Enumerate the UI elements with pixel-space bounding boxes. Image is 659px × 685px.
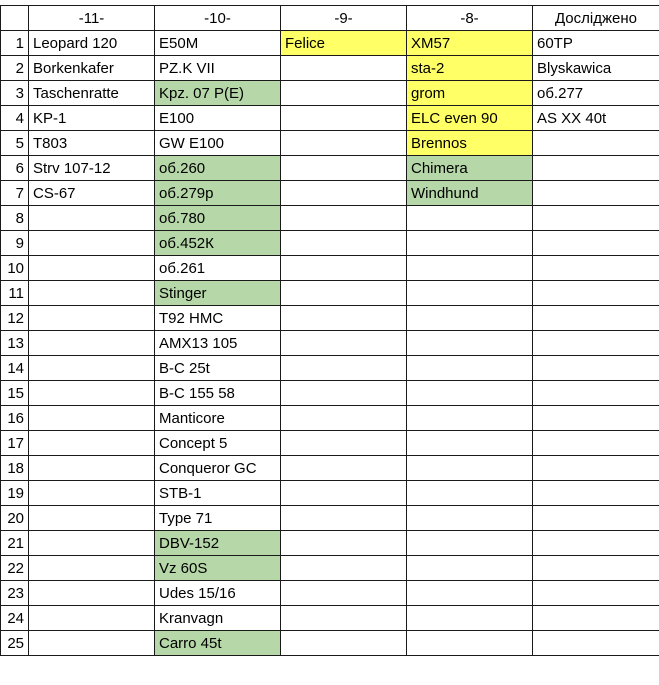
corner-cell[interactable] <box>1 6 29 31</box>
table-row <box>1 331 659 356</box>
grid-cell[interactable]: Kranvagn <box>155 606 281 631</box>
table-row <box>1 56 659 81</box>
row-number[interactable]: 8 <box>1 206 29 231</box>
grid-cell[interactable] <box>533 206 659 231</box>
grid-cell[interactable] <box>407 556 533 581</box>
grid-cell[interactable] <box>281 506 407 531</box>
grid-cell[interactable]: Windhund <box>407 181 533 206</box>
grid-cell[interactable]: Taschenratte <box>29 81 155 106</box>
grid-cell[interactable]: об.260 <box>155 156 281 181</box>
grid-cell[interactable] <box>533 231 659 256</box>
grid-cell[interactable] <box>29 506 155 531</box>
table-row <box>1 81 659 106</box>
table-row <box>1 506 659 531</box>
row-number[interactable]: 25 <box>1 631 29 656</box>
grid-cell[interactable] <box>407 606 533 631</box>
grid-cell[interactable]: об.279р <box>155 181 281 206</box>
grid-cell[interactable] <box>533 456 659 481</box>
grid-cell[interactable]: Manticore <box>155 406 281 431</box>
grid-cell[interactable]: grom <box>407 81 533 106</box>
grid-cell[interactable] <box>29 306 155 331</box>
grid-cell[interactable] <box>29 431 155 456</box>
grid-cell[interactable] <box>281 606 407 631</box>
grid-cell[interactable] <box>29 406 155 431</box>
grid-cell[interactable] <box>533 481 659 506</box>
grid-cell[interactable] <box>407 331 533 356</box>
row-number[interactable]: 14 <box>1 356 29 381</box>
grid-cell[interactable] <box>281 256 407 281</box>
grid-cell[interactable] <box>407 306 533 331</box>
grid-cell[interactable]: Blyskawica <box>533 56 659 81</box>
grid-cell[interactable]: ELC even 90 <box>407 106 533 131</box>
grid-cell[interactable]: Borkenkafer <box>29 56 155 81</box>
row-number[interactable]: 5 <box>1 131 29 156</box>
grid-cell[interactable] <box>407 431 533 456</box>
grid-cell[interactable]: B-C 155 58 <box>155 381 281 406</box>
grid-cell[interactable] <box>533 631 659 656</box>
grid-cell[interactable]: STB-1 <box>155 481 281 506</box>
row-number[interactable]: 3 <box>1 81 29 106</box>
grid-cell[interactable] <box>281 331 407 356</box>
grid-cell[interactable] <box>281 231 407 256</box>
row-number[interactable]: 1 <box>1 31 29 56</box>
grid-cell[interactable]: sta-2 <box>407 56 533 81</box>
row-number[interactable]: 12 <box>1 306 29 331</box>
column-header[interactable]: -8- <box>407 6 533 31</box>
grid-cell[interactable] <box>29 356 155 381</box>
grid-cell[interactable] <box>407 256 533 281</box>
column-header[interactable]: -10- <box>155 6 281 31</box>
grid-cell[interactable] <box>281 306 407 331</box>
grid-cell[interactable] <box>533 256 659 281</box>
grid-cell[interactable] <box>281 181 407 206</box>
row-number[interactable]: 20 <box>1 506 29 531</box>
grid-cell[interactable]: 60TP <box>533 31 659 56</box>
table-row <box>1 556 659 581</box>
grid-cell[interactable] <box>281 81 407 106</box>
grid-cell[interactable] <box>281 206 407 231</box>
table-row <box>1 481 659 506</box>
grid-cell[interactable]: Leopard 120 <box>29 31 155 56</box>
row-number[interactable]: 15 <box>1 381 29 406</box>
grid-cell[interactable] <box>407 456 533 481</box>
grid-cell[interactable] <box>533 606 659 631</box>
grid-cell[interactable] <box>281 406 407 431</box>
table-row <box>1 406 659 431</box>
row-number[interactable]: 7 <box>1 181 29 206</box>
grid-cell[interactable]: Kpz. 07 P(E) <box>155 81 281 106</box>
grid-cell[interactable]: Concept 5 <box>155 431 281 456</box>
grid-cell[interactable] <box>407 531 533 556</box>
grid-cell[interactable] <box>281 631 407 656</box>
grid-cell[interactable] <box>281 156 407 181</box>
table-row <box>1 206 659 231</box>
grid-cell[interactable] <box>533 306 659 331</box>
table-row <box>1 106 659 131</box>
spreadsheet-grid <box>0 5 659 656</box>
table-row <box>1 431 659 456</box>
row-number[interactable]: 10 <box>1 256 29 281</box>
table-row <box>1 31 659 56</box>
grid-cell[interactable] <box>533 381 659 406</box>
grid-cell[interactable] <box>407 381 533 406</box>
row-number[interactable]: 24 <box>1 606 29 631</box>
row-number[interactable]: 4 <box>1 106 29 131</box>
table-row <box>1 156 659 181</box>
grid-cell[interactable] <box>533 156 659 181</box>
grid-cell[interactable] <box>281 481 407 506</box>
grid-cell[interactable]: E50M <box>155 31 281 56</box>
grid-cell[interactable] <box>29 281 155 306</box>
row-number[interactable]: 22 <box>1 556 29 581</box>
grid-cell[interactable]: Udes 15/16 <box>155 581 281 606</box>
column-header[interactable]: -11- <box>29 6 155 31</box>
table-row <box>1 456 659 481</box>
grid-cell[interactable]: Vz 60S <box>155 556 281 581</box>
grid-cell[interactable] <box>281 281 407 306</box>
grid-cell[interactable] <box>281 356 407 381</box>
table-row <box>1 631 659 656</box>
grid-cell[interactable]: CS-67 <box>29 181 155 206</box>
grid-cell[interactable]: об.780 <box>155 206 281 231</box>
grid-cell[interactable]: KP-1 <box>29 106 155 131</box>
table-row <box>1 356 659 381</box>
grid-cell[interactable] <box>533 506 659 531</box>
table-row <box>1 181 659 206</box>
grid-cell[interactable] <box>533 356 659 381</box>
grid-cell[interactable]: Chimera <box>407 156 533 181</box>
grid-cell[interactable] <box>29 231 155 256</box>
grid-cell[interactable] <box>533 181 659 206</box>
grid-cell[interactable] <box>407 206 533 231</box>
grid-cell[interactable]: об.452К <box>155 231 281 256</box>
grid-cell[interactable] <box>407 406 533 431</box>
row-number[interactable]: 23 <box>1 581 29 606</box>
grid-cell[interactable]: T803 <box>29 131 155 156</box>
grid-cell[interactable] <box>533 331 659 356</box>
grid-cell[interactable] <box>281 56 407 81</box>
grid-cell[interactable] <box>29 631 155 656</box>
grid-cell[interactable] <box>407 356 533 381</box>
grid-cell[interactable] <box>29 606 155 631</box>
row-number[interactable]: 9 <box>1 231 29 256</box>
grid-cell[interactable]: Type 71 <box>155 506 281 531</box>
grid-cell[interactable] <box>281 456 407 481</box>
row-number[interactable]: 2 <box>1 56 29 81</box>
table-row <box>1 256 659 281</box>
grid-cell[interactable] <box>29 456 155 481</box>
table-row <box>1 231 659 256</box>
grid-cell[interactable]: T92 HMC <box>155 306 281 331</box>
grid-cell[interactable]: E100 <box>155 106 281 131</box>
grid-cell[interactable] <box>29 556 155 581</box>
grid-cell[interactable]: AS XX 40t <box>533 106 659 131</box>
row-number[interactable]: 11 <box>1 281 29 306</box>
grid-cell[interactable]: GW E100 <box>155 131 281 156</box>
grid-cell[interactable] <box>533 131 659 156</box>
header-row <box>1 6 659 31</box>
grid-cell[interactable] <box>29 331 155 356</box>
grid-cell[interactable] <box>533 581 659 606</box>
grid-cell[interactable]: Conqueror GC <box>155 456 281 481</box>
grid-cell[interactable] <box>533 431 659 456</box>
row-number[interactable]: 17 <box>1 431 29 456</box>
grid-cell[interactable] <box>281 556 407 581</box>
table-row <box>1 531 659 556</box>
table-row <box>1 381 659 406</box>
column-header[interactable]: Досліджено <box>533 6 659 31</box>
grid-cell[interactable] <box>533 281 659 306</box>
grid-cell[interactable] <box>407 506 533 531</box>
grid-cell[interactable] <box>281 431 407 456</box>
grid-cell[interactable] <box>281 381 407 406</box>
row-number[interactable]: 16 <box>1 406 29 431</box>
grid-cell[interactable] <box>533 406 659 431</box>
grid-cell[interactable] <box>281 131 407 156</box>
row-number[interactable]: 19 <box>1 481 29 506</box>
grid-cell[interactable] <box>407 281 533 306</box>
grid-cell[interactable]: DBV-152 <box>155 531 281 556</box>
grid-cell[interactable]: об.277 <box>533 81 659 106</box>
grid-cell[interactable]: об.261 <box>155 256 281 281</box>
table-row <box>1 306 659 331</box>
grid-cell[interactable] <box>533 556 659 581</box>
grid-cell[interactable] <box>281 531 407 556</box>
table-row <box>1 281 659 306</box>
grid-cell[interactable]: Strv 107-12 <box>29 156 155 181</box>
grid-cell[interactable] <box>29 581 155 606</box>
table-row <box>1 606 659 631</box>
grid-cell[interactable] <box>281 581 407 606</box>
grid-cell[interactable] <box>407 631 533 656</box>
row-number[interactable]: 6 <box>1 156 29 181</box>
grid-cell[interactable] <box>407 231 533 256</box>
row-number[interactable]: 21 <box>1 531 29 556</box>
row-number[interactable]: 13 <box>1 331 29 356</box>
grid-cell[interactable]: XM57 <box>407 31 533 56</box>
grid-cell[interactable]: PZ.K VII <box>155 56 281 81</box>
grid-cell[interactable] <box>29 531 155 556</box>
grid-cell[interactable] <box>29 481 155 506</box>
grid-cell[interactable] <box>29 206 155 231</box>
column-header[interactable]: -9- <box>281 6 407 31</box>
grid-cell[interactable] <box>533 531 659 556</box>
table-row <box>1 581 659 606</box>
grid-cell[interactable]: Carro 45t <box>155 631 281 656</box>
table-row <box>1 131 659 156</box>
grid-cell[interactable]: Brennos <box>407 131 533 156</box>
row-number[interactable]: 18 <box>1 456 29 481</box>
grid-cell[interactable] <box>407 481 533 506</box>
grid-cell[interactable]: AMX13 105 <box>155 331 281 356</box>
grid-cell[interactable] <box>29 256 155 281</box>
grid-cell[interactable]: Stinger <box>155 281 281 306</box>
grid-cell[interactable] <box>29 381 155 406</box>
grid-cell[interactable] <box>281 106 407 131</box>
grid-body <box>1 31 659 656</box>
grid-cell[interactable] <box>407 581 533 606</box>
grid-cell[interactable]: B-C 25t <box>155 356 281 381</box>
grid-cell[interactable]: Felice <box>281 31 407 56</box>
